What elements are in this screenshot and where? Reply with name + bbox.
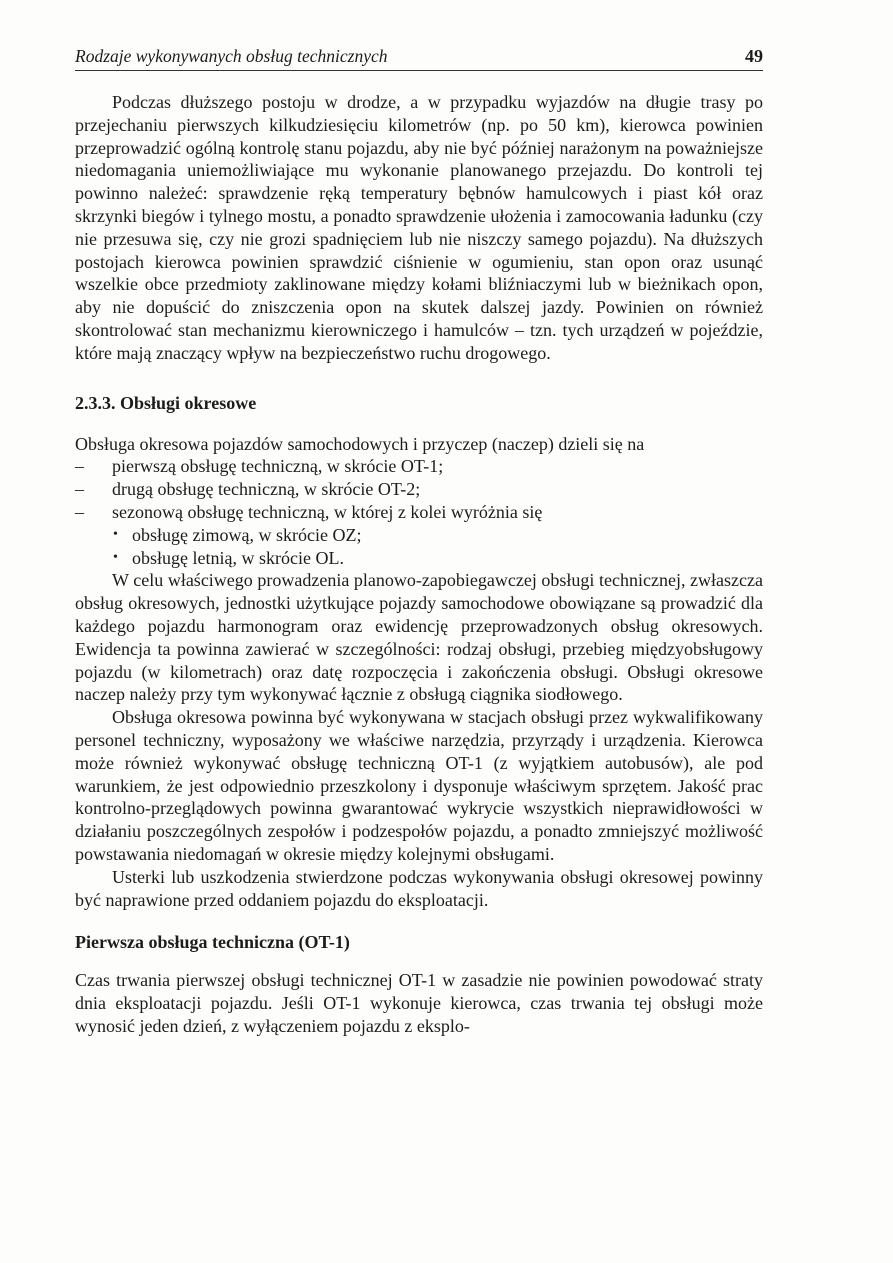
body-paragraph: W celu właściwego prowadzenia planowo-zapobiegawczej obsługi technicznej, zwłaszcza obsług okresowych, jednostki użytkujące pojazdy samochodowe obowiązane są prowadzić dla każdego pojazdu harmonogram oraz ewidencję przeprowadzonych obsług okresowych. Ewidencja ta powinna zawierać w szczególności: rodzaj obsługi, przebieg międzyobsługowy pojazdu (w kilometrach) oraz datę rozpoczęcia i zakończenia obsługi. Obsługi okresowe naczep należy przy tym wykonywać łącznie z obsługą ciągnika siodłowego. [75, 570, 763, 705]
bullet-marker: • [113, 549, 118, 565]
list-item [75, 478, 763, 501]
section-heading: 2.3.3. Obsługi okresowe [75, 392, 257, 413]
list-item [75, 501, 763, 524]
seasonal-sublist [75, 524, 763, 570]
bullet-marker: • [113, 526, 118, 542]
running-header [75, 46, 763, 71]
sublist-item-text: obsługę letnią, w skrócie OL. [132, 547, 344, 568]
list-item-text: drugą obsługę techniczną, w skrócie OT-2; [112, 479, 421, 500]
sublist-item-text: obsługę zimową, w skrócie OZ; [132, 524, 362, 545]
sublist-item [75, 547, 763, 570]
dash-marker: – [75, 456, 84, 477]
sublist-item [75, 524, 763, 547]
list-item-text: pierwszą obsługę techniczną, w skrócie OT-1; [112, 456, 444, 477]
section-lead: Obsługa okresowa pojazdów samochodowych i przyczep (naczep) dzieli się na [75, 433, 645, 454]
subsection-paragraph: Czas trwania pierwszej obsługi technicznej OT-1 w zasadzie nie powinien powodować straty dnia eksploatacji pojazdu. Jeśli OT-1 wykonuje kierowca, czas trwania tej obsługi może wynosić jeden dzień, z wyłączeniem pojazdu z eksplo- [75, 970, 763, 1036]
body-paragraph: Usterki lub uszkodzenia stwierdzone podczas wykonywania obsługi okresowej powinny być naprawione przed oddaniem pojazdu do eksploatacji. [75, 866, 763, 910]
maintenance-types-list [75, 455, 763, 523]
book-page [75, 46, 763, 1038]
page-number: 49 [745, 46, 763, 66]
dash-marker: – [75, 501, 84, 522]
body-paragraph: Obsługa okresowa powinna być wykonywana w stacjach obsługi przez wykwalifikowany personel techniczny, wyposażony we właściwe narzędzia, przyrządy i urządzenia. Kierowca może również wykonywać obsługę techniczną OT-1 (z wyjątkiem autobusów), ale pod warunkiem, że jest odpowiednio przeszkolony i dysponuje właściwym sprzętem. Jakość prac kontrolno-przeglądowych powinna gwarantować wykrycie wszystkich nieprawidłowości w działaniu poszczególnych zespołów i podzespołów pojazdu, a ponadto zmniejszyć możliwość powstawania niedomagań w okresie między kolejnymi obsługami. [75, 707, 763, 864]
running-title: Rodzaje wykonywanych obsług technicznych [75, 46, 388, 66]
intro-paragraph: Podczas dłuższego postoju w drodze, a w przypadku wyjazdów na długie trasy po przejechaniu pierwszych kilkudziesięciu kilometrów (np. po 50 km), kierowca powinien przeprowadzić ogólną kontrolę stanu pojazdu, aby nie być później narażonym na poważniejsze niedomagania uniemożliwiające mu wykonanie planowanego przejazdu. Do kontroli tej powinno należeć: sprawdzenie ręką temperatury bębnów hamulcowych i piast kół oraz skrzynki biegów i tylnego mostu, a ponadto sprawdzenie ułożenia i zamocowania ładunku (czy nie przesuwa się, czy nie grozi spadnięciem lub nie niszczy samego pojazdu). Na dłuższych postojach kierowca powinien sprawdzić ciśnienie w ogumieniu, stan opon oraz usunąć wszelkie obce przedmioty zaklinowane między kołami bliźniaczymi lub w bieżnikach opon, aby nie dopuścić do zniszczenia opon na skutek dalszej jazdy. Powinien on również skontrolować stan mechanizmu kierowniczego i hamulców – tzn. tych urządzeń w pojeździe, które mają znaczący wpływ na bezpieczeństwo ruchu drogowego. [75, 92, 763, 363]
dash-marker: – [75, 479, 84, 500]
list-item [75, 455, 763, 478]
subsection-heading: Pierwsza obsługa techniczna (OT-1) [75, 932, 350, 953]
list-item-text: sezonową obsługę techniczną, w której z kolei wyróżnia się [112, 501, 543, 522]
